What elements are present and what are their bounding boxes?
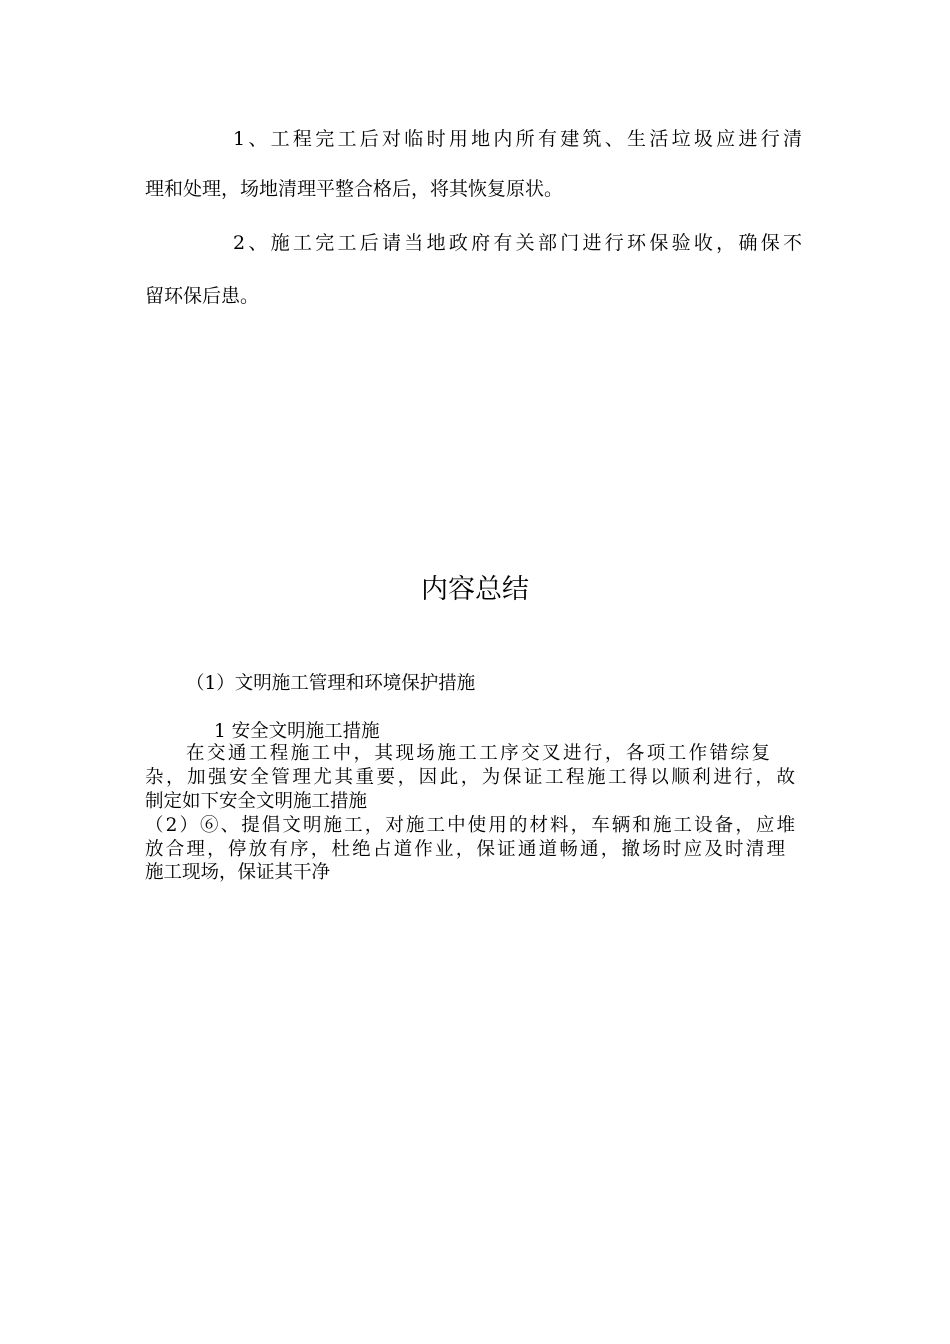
paragraph-1-line-2: 理和处理，场地清理平整合格后，将其恢复原状。	[145, 178, 564, 200]
paragraph-1-line-1: 1、工程完工后对临时用地内所有建筑、生活垃圾应进行清	[233, 128, 802, 150]
summary-heading: （1）文明施工管理和环境保护措施	[186, 673, 476, 694]
paragraph-2-line-1: 2、施工完工后请当地政府有关部门进行环保验收，确保不	[233, 232, 802, 254]
summary-title: 内容总结	[421, 574, 529, 605]
summary-body-line-5: 放合理，停放有序，杜绝占道作业，保证通道畅通，撤场时应及时清理	[145, 839, 785, 860]
summary-body-line-1: 在交通工程施工中，其现场施工工序交叉进行，各项工作错综复	[186, 743, 770, 764]
summary-body-line-3: 制定如下安全文明施工措施	[145, 791, 368, 812]
summary-body-line-4: （2）⑥、提倡文明施工，对施工中使用的材料，车辆和施工设备，应堆	[145, 815, 795, 836]
paragraph-2-line-2: 留环保后患。	[145, 285, 260, 307]
summary-body-line-2: 杂，加强安全管理尤其重要，因此，为保证工程施工得以顺利进行，故	[145, 767, 795, 788]
summary-subheading: 1 安全文明施工措施	[214, 721, 380, 742]
summary-body-line-6: 施工现场，保证其干净	[145, 862, 331, 883]
